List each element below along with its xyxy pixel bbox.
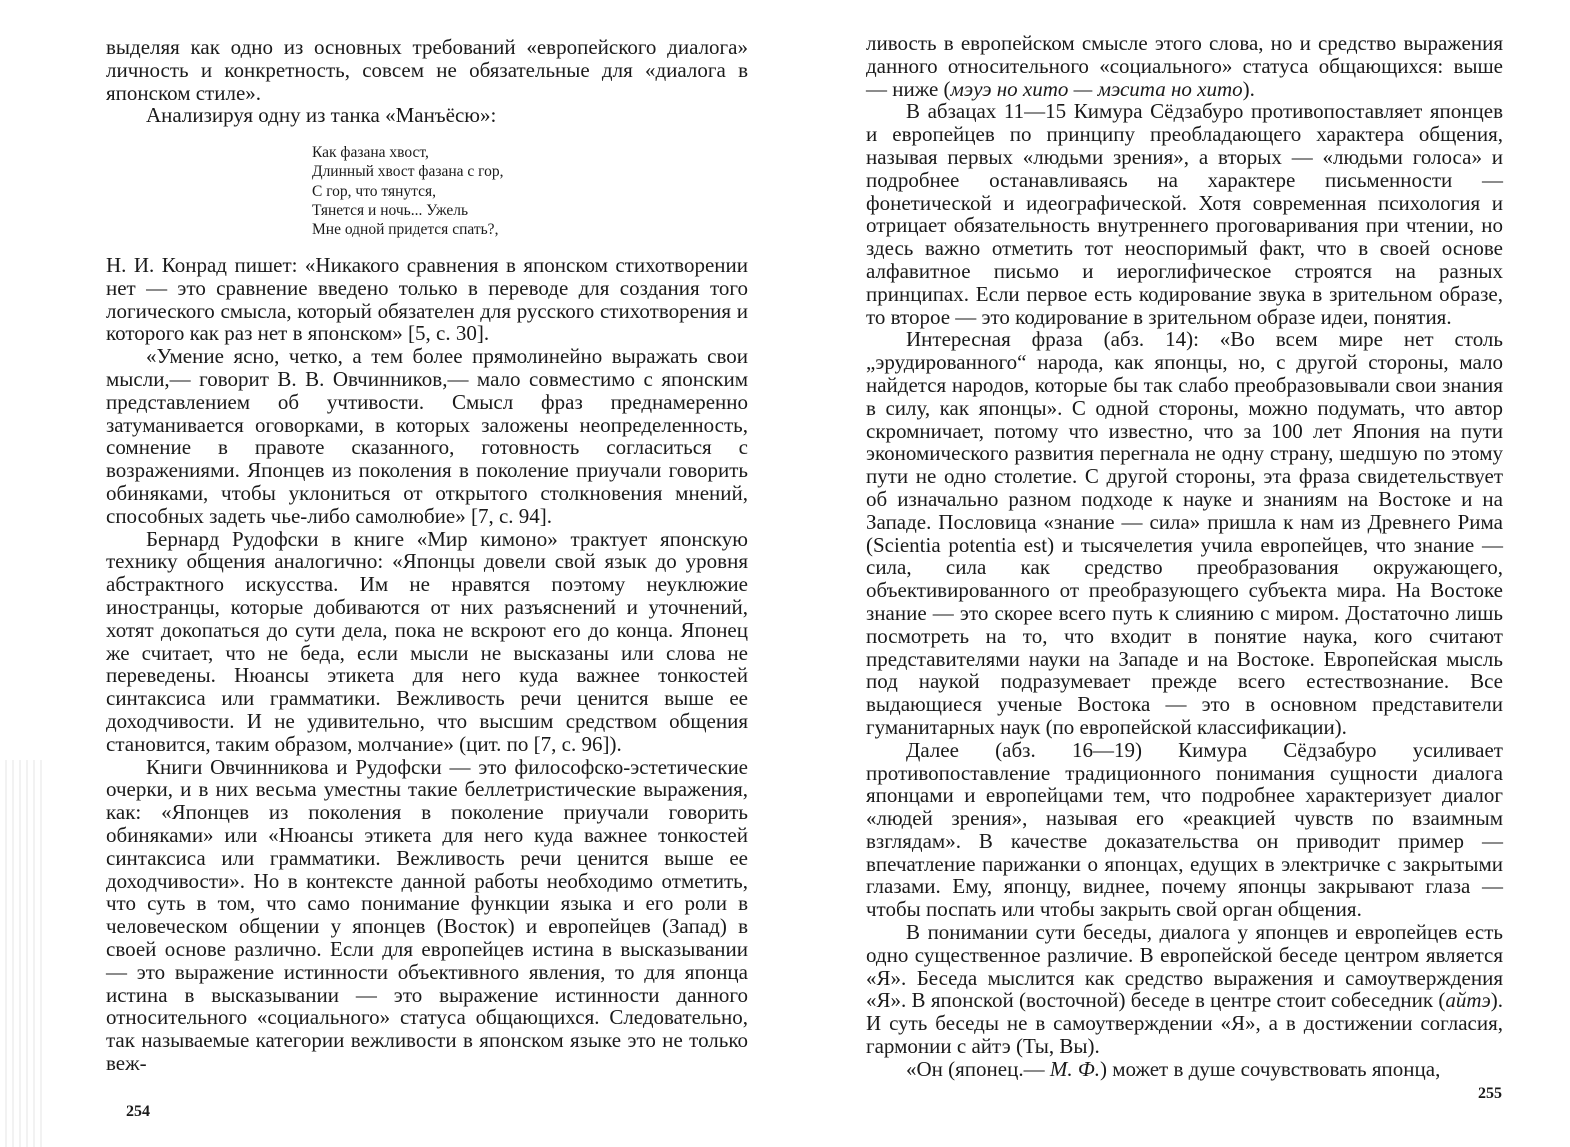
right-page — [800, 0, 1570, 1147]
poem-line: Как фазана хвост, — [312, 144, 429, 161]
paragraph-konrad: Н. И. Конрад пишет: «Никакого сравнения в японском стихотворении нет — это сравнение введено только в переводе для создания того логического смысла, который обязателен для русского стихотворения и которого как раз нет в японском» [5, с. 30]. — [106, 253, 748, 346]
paragraph-ovchinnikov: «Умение ясно, четко, а тем более прямолинейно выражать свои мысли,— говорит В. В. Овчинников,— мало совместимо с японским представлением об учтивости. Смысл фраз преднамеренно затуманивается оговорками, в которых заложены неопределенность, сомнение в правоте сказанного, готовность согласиться с возражениями. Японцев из поколения в поколение приучали говорить обиняками, чтобы уклониться от открытого столкновения мнений, способных задеть чье-либо самолюбие» [7, с. 94]. — [106, 344, 748, 528]
aite-term: айтэ — [1445, 988, 1491, 1013]
page-number: 254 — [126, 1103, 150, 1120]
paragraph-phrase: Интересная фраза (абз. 14): «Во всем мире нет столь „эрудированного“ народа, как японцы, но, с другой стороны, мало найдется народов, которые бы так слабо преобразовывали свои знания в силу, как японцы». С одной стороны, можно подумать, что автор скромничает, потому что известно, что за 100 лет Япония на пути экономического развития перегнала не одну страну, шедшую по этому пути не одно столетие. С другой стороны, эта фраза свидетельствует об изначально разном подходе к науке и знаниям на Востоке и на Западе. Пословица «знание — сила» пришла к нам из Древнего Рима (Scientia potentia est) и тысячелетия учила европейцев, что знание — сила, сила как средство преобразования окружающего, объективированного от преобразующего субъекта мира. На Востоке знание — это скорее всего путь к слиянию с миром. Достаточно лишь посмотреть на то, что входит в понятие наука, кого считают представителями науки на Западе и на Востоке. Европейская мысль под наукой подразумевает прежде всего естествознание. Все выдающиеся ученые Востока — это в основном представители гуманитарных наук (по европейской классификации). — [866, 327, 1503, 739]
paragraph-rudofsky: Бернард Рудофски в книге «Мир кимоно» трактует японскую технику общения аналогично: «Японцы довели свой язык до уровня абстрактного искусства. Им не нравятся поэтому неуклюжие иностранцы, которые добиваются от них разъяснений и уточнений, хотят докопаться до сути дела, пока не вскроют его до конца. Японец же считает, что не беда, если мысли не высказаны или слова не переведены. Нюансы этикета для него куда важнее тонкостей синтаксиса или грамматики. Вежливость речи ценится выше ее доходчивости. И не удивительно, что высшим средством общения становится, таким образом, молчание» (цит. по [7, с. 96]). — [106, 526, 748, 756]
intro-paragraph: выделяя как одно из основных требований «европейского диалога» личность и конкретность, совсем не обязательные для «диалога в японском стиле». — [106, 35, 748, 105]
paragraph-kimura: В абзацах 11—15 Кимура Сёдзабуро противопоставляет японцев и европейцев по принципу преобладающего характера общения, называя первых «людьми зрения», а вторых — «людьми голоса» и подробнее останавливаясь на характере письменности — фонетической и идеографической. Хотя современная психология и отрицает обязательность внутреннего проговаривания при чтении, но здесь важно отметить тот неоспоримый факт, что в своей основе алфавитное письмо и иероглифическое строятся на разных принципах. Если первое есть кодирование звука в зрительном образе, то второе — это кодирование в зрительном образе идеи, понятия. — [866, 99, 1503, 329]
tanka-lead: Анализируя одну из танка «Манъёсю»: — [146, 103, 497, 128]
poem-line: С гор, что тянутся, — [312, 182, 437, 200]
poem-line: Длинный хвост фазана с гор, — [312, 163, 504, 181]
continuation-paragraph — [866, 32, 1503, 100]
paragraph-conversation — [866, 921, 1503, 1058]
japanese-term: мэуэ но хито — мэсита но хито — [950, 76, 1243, 101]
page-edge-shadow — [0, 760, 44, 1147]
quote-end: ) может в душе сочувствовать японца, — [1099, 1056, 1441, 1081]
left-body-text — [106, 254, 748, 1075]
quote-text: «Он (японец.— — [906, 1056, 1050, 1081]
author-initials: М. Ф. — [1049, 1056, 1100, 1081]
right-body-text — [866, 32, 1503, 1081]
conversation-end: ). И суть беседы не в самоутверждении «Я», а в достижении согласия, гармонии с айтэ (Ты, Вы). — [866, 988, 1503, 1059]
paragraph-books: Книги Овчинникова и Рудофски — это философско-эстетические очерки, и в них весьма уместны такие беллетристические выражения, как: «Японцев из поколения в поколение приучали говорить обиняками» или «Нюансы этикета для него куда важнее тонкостей синтаксиса или грамматики. Вежливость речи ценится выше ее доходчивости». Но в контексте данной работы необходимо отметить, что суть в том, что само понимание функции языка и его роли в человеческом общении у японцев (Восток) и европейцев (Запад) в своей основе различно. Если для европейцев истина в высказывании — это выражение истинности объективного явления, то для японца истина в высказывании — это выражение истинности данного относительного «социального» статуса общающихся. Следовательно, так называемые категории вежливости в японском языке это не только веж- — [106, 754, 748, 1075]
continuation-text: ливость в европейском смысле этого слова, но и средство выражения данного относительного «социального» статуса общающихся: выше — ниже ( — [866, 31, 1503, 101]
paragraph-dialogue: Далее (абз. 16—19) Кимура Сёдзабуро усиливает противопоставление традиционного понимания сущности диалога японцами и европейцами тем, что подробнее характеризует диалог «людей зрения», называя его «реакцией чувств по взаимным взглядам». В качестве доказательства он приводит пример — впечатление парижанки о японцах, едущих в электричке с закрытыми глазами. Ему, японцу, виднее, почему японцы закрывают глаза — чтобы поспать или чтобы закрыть свой орган общения. — [866, 737, 1503, 922]
conversation-text: В понимании сути беседы, диалога у японцев и европейцев есть одно существенное различие. В европейской беседе центром является «Я». Беседа мыслится как средство выражения и самоутверждения «Я». В японской (восточной) беседе в центре стоит собеседник ( — [866, 920, 1503, 1013]
tanka-poem — [312, 143, 503, 239]
poem-line: Тянется и ночь... Ужель — [312, 201, 469, 219]
intro-text — [106, 36, 748, 127]
continuation-end: ). — [1242, 76, 1255, 101]
page-number: 255 — [1478, 1085, 1502, 1102]
paragraph-quote — [866, 1058, 1503, 1081]
poem-line: Мне одной придется спать?, — [312, 221, 499, 239]
